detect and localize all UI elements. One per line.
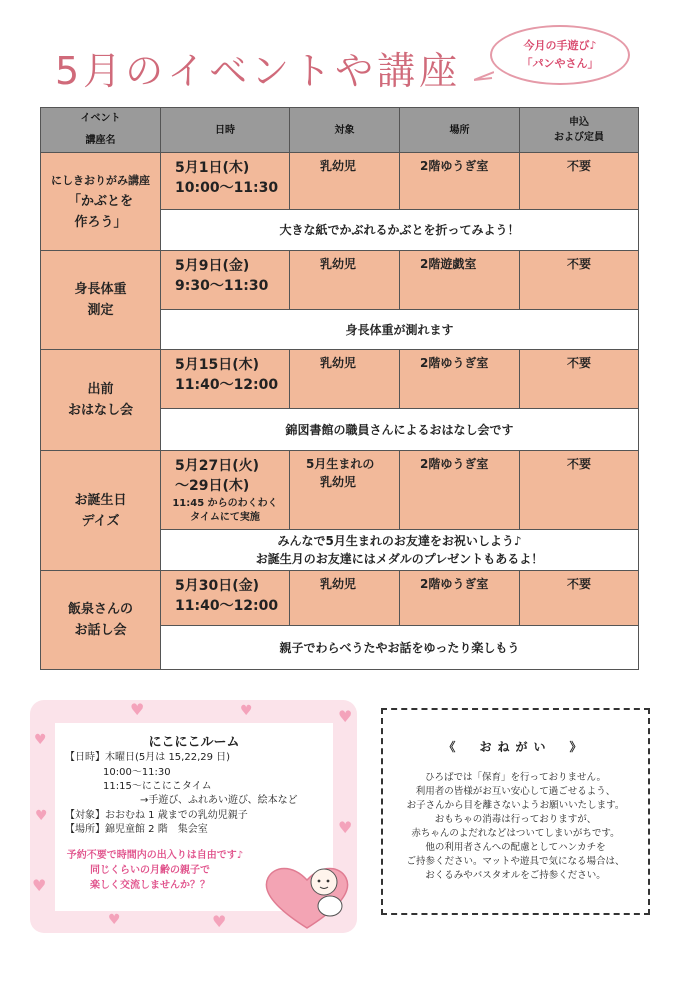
event-time: 11:40～12:00 [175, 598, 279, 614]
header-target: 対象 [290, 108, 400, 153]
event-description: 身長体重が測れます [161, 310, 639, 350]
place-cell [400, 350, 520, 409]
header-place: 場所 [400, 108, 520, 153]
event-target-line: 乳幼児 [320, 475, 357, 489]
heart-icon: ♥ [35, 808, 48, 824]
apply-cell [520, 153, 639, 210]
event-target: 乳幼児 [320, 257, 357, 271]
apply-cell [520, 251, 639, 310]
apply-cell [520, 451, 639, 530]
table-row [41, 571, 639, 626]
notice-line: ご持参ください。マットや遊具で気になる場合は、 [406, 856, 625, 867]
event-date: 5月1日(木) [175, 160, 250, 176]
event-place: 2階遊戯室 [420, 257, 477, 271]
event-name-line: お誕生日 [74, 492, 127, 508]
event-date-end: ～29日(木) [175, 478, 250, 494]
event-name-line: 飯泉さんの [67, 602, 133, 617]
header-apply-line-2: および定員 [554, 132, 604, 143]
event-target: 乳幼児 [320, 356, 357, 370]
room-note-line: 同じくらいの月齢の親子で [90, 865, 210, 876]
speech-bubble [490, 25, 630, 85]
target-cell [290, 251, 400, 310]
event-time: 11:40～12:00 [175, 377, 279, 393]
date-cell [161, 451, 290, 530]
event-place: 2階ゆうぎ室 [420, 159, 489, 173]
event-target: 乳幼児 [320, 577, 357, 591]
event-name-line: 「かぶとを [67, 194, 133, 209]
place-cell [400, 451, 520, 530]
notice-line: おくるみやバスタオルをご持参ください。 [425, 870, 606, 881]
room-nikoniko-time: 11:15～にこにこタイム [103, 781, 212, 792]
event-date: 5月27日(火) [175, 458, 260, 474]
event-name-line: デイズ [81, 513, 120, 529]
event-name-line: お話し会 [74, 623, 127, 638]
event-time: 9:30～11:30 [175, 278, 269, 294]
heart-icon: ♥ [32, 876, 47, 895]
event-place: 2階ゆうぎ室 [420, 457, 489, 471]
page-title: 5月のイベントや講座 [55, 49, 462, 93]
target-cell [290, 153, 400, 210]
apply-cell [520, 571, 639, 626]
bubble-line-1: 今月の手遊び♪ [523, 39, 597, 52]
target-cell [290, 451, 400, 530]
event-description: 錦図書館の職員さんによるおはなし会です [161, 409, 639, 451]
event-target-line: 5月生まれの [306, 457, 375, 471]
event-apply: 不要 [566, 159, 591, 173]
heart-icon: ♥ [338, 707, 353, 726]
heart-icon: ♥ [338, 818, 353, 837]
header-event-line-1: イベント [80, 113, 121, 124]
event-description-line: みんなで5月生まれのお友達をお祝いしよう♪ [277, 534, 522, 548]
date-cell [161, 251, 290, 310]
event-description-line: お誕生月のお友達にはメダルのプレゼントもあるよ！ [255, 552, 544, 566]
event-apply: 不要 [566, 577, 591, 591]
event-apply: 不要 [566, 257, 591, 271]
event-name-cell [41, 153, 161, 251]
notice-line: お子さんから目を離さないようお願いいたします。 [406, 800, 625, 811]
header-event-line-2: 講座名 [85, 135, 116, 146]
speech-bubble-tail [474, 70, 494, 82]
heart-icon: ♥ [240, 703, 253, 719]
event-name-line: にしきおりがみ講座 [51, 174, 150, 187]
table-row [41, 451, 639, 530]
baby-heart-illustration [262, 862, 352, 932]
event-apply: 不要 [566, 356, 591, 370]
room-place: 【場所】錦児童館 2 階 集会室 [65, 824, 208, 835]
target-cell [290, 350, 400, 409]
place-cell [400, 251, 520, 310]
event-place: 2階ゆうぎ室 [420, 356, 489, 370]
event-apply: 不要 [566, 457, 591, 471]
notice-line: 赤ちゃんのよだれなどはついてしまいがちです。 [411, 828, 620, 839]
header-event [41, 108, 161, 153]
event-name-cell [41, 451, 161, 571]
room-activities: →手遊び、ふれあい遊び、絵本など [140, 795, 298, 806]
event-description [161, 530, 639, 571]
notice-title: 《 おねがい 》 [443, 740, 588, 754]
event-name-line: 身長体重 [74, 282, 127, 297]
event-name-line: 作ろう」 [74, 215, 127, 230]
event-date: 5月9日(金) [175, 258, 250, 274]
notice-line: 他の利用者さんへの配慮としてハンカチを [425, 842, 606, 853]
date-cell [161, 571, 290, 626]
event-place: 2階ゆうぎ室 [420, 577, 489, 591]
table-header-row [41, 108, 639, 153]
table-row [41, 153, 639, 210]
notice-line: 利用者の皆様がお互い安心して過ごせるよう、 [415, 786, 616, 797]
event-name-cell [41, 571, 161, 670]
date-cell [161, 350, 290, 409]
event-time: 10:00～11:30 [175, 180, 279, 196]
bubble-line-2: 「パンやさん」 [521, 57, 599, 70]
event-name-line: おはなし会 [67, 403, 133, 418]
heart-icon: ♥ [34, 732, 47, 748]
notice-box [381, 708, 650, 915]
event-target: 乳幼児 [320, 159, 357, 173]
notice-line: ひろばでは「保育」を行っておりません。 [424, 772, 607, 783]
event-table [40, 107, 639, 670]
table-row [41, 350, 639, 409]
apply-cell [520, 350, 639, 409]
event-note-line: タイムにて実施 [190, 512, 260, 523]
event-description: 大きな紙でかぶれるかぶとを折ってみよう！ [161, 210, 639, 251]
event-note-line: 11:45 からのわくわく [172, 498, 278, 509]
event-date: 5月15日(木) [175, 357, 260, 373]
event-name-line: 出前 [87, 382, 114, 397]
header-apply-line-1: 申込 [569, 117, 589, 128]
room-target: 【対象】おおむね 1 歳までの乳幼児親子 [65, 810, 248, 821]
heart-icon: ♥ [130, 700, 145, 719]
header-apply [520, 108, 639, 153]
place-cell [400, 571, 520, 626]
heart-icon: ♥ [108, 912, 121, 928]
room-time: 10:00～11:30 [103, 767, 171, 778]
event-name-cell [41, 350, 161, 451]
event-description: 親子でわらべうたやお話をゆったり楽しもう [161, 626, 639, 670]
event-name-cell [41, 251, 161, 350]
date-cell [161, 153, 290, 210]
target-cell [290, 571, 400, 626]
room-note-line: 予約不要で時間内の出入りは自由です♪ [66, 850, 244, 861]
header-date: 日時 [161, 108, 290, 153]
notice-line: おもちゃの消毒は行っておりますが、 [434, 814, 597, 825]
table-row [41, 251, 639, 310]
heart-icon: ♥ [212, 912, 227, 931]
event-name-line: 測定 [87, 303, 114, 318]
place-cell [400, 153, 520, 210]
room-schedule: 【日時】木曜日(5月は 15,22,29 日) [65, 752, 231, 763]
room-title: にこにこルーム [148, 735, 240, 750]
room-note-line: 楽しく交流しませんか？？ [90, 880, 210, 891]
event-date: 5月30日(金) [175, 578, 260, 594]
